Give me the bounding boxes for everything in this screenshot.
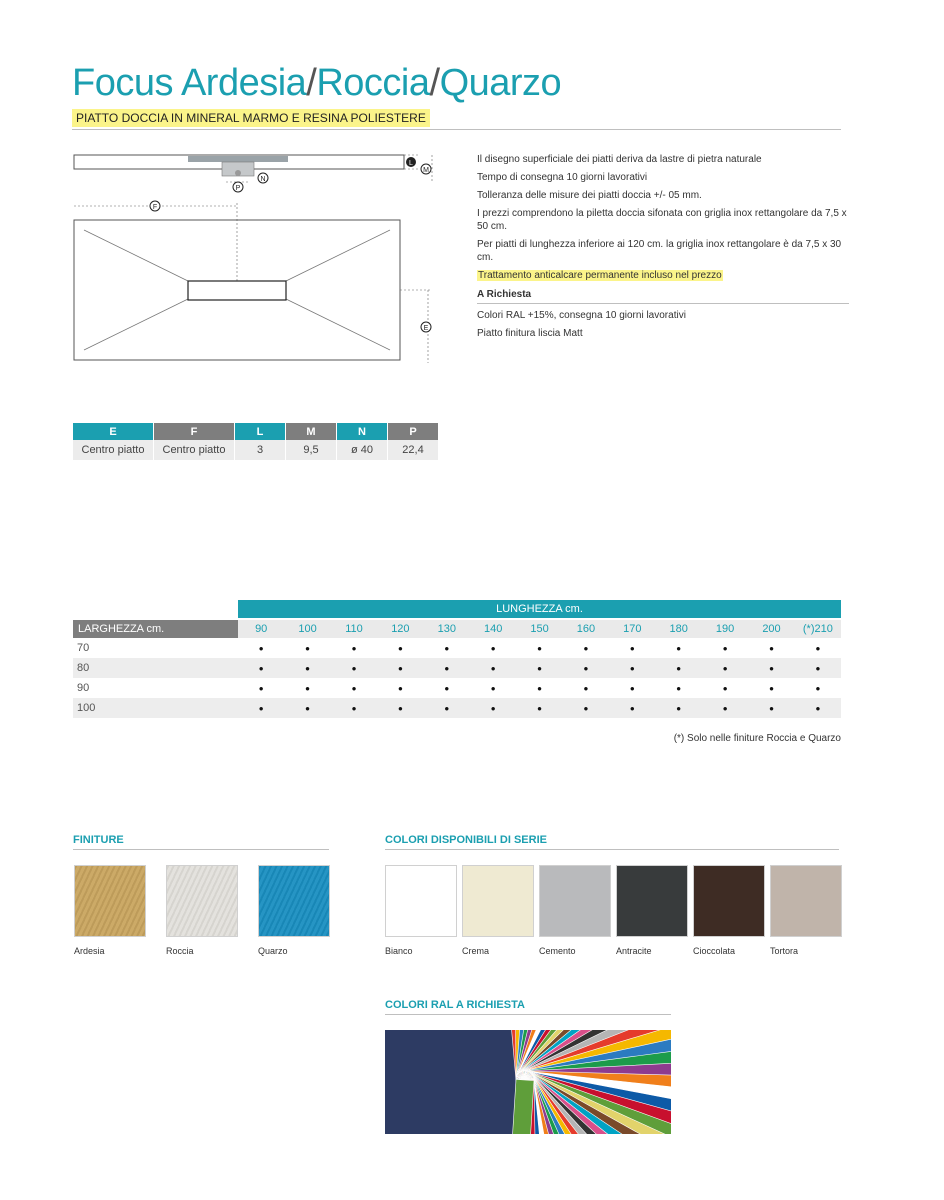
availability-dot: • [444, 640, 450, 656]
label-N: N [260, 176, 266, 183]
availability-dot: • [444, 680, 450, 696]
color-swatch [462, 865, 534, 937]
finiture-title: FINITURE [73, 834, 124, 846]
title-slash: / [429, 62, 440, 104]
product-notes [477, 153, 849, 345]
availability-dot: • [676, 640, 681, 656]
title-part: Focus Ardesia [72, 62, 307, 104]
length-col: 200 [748, 620, 794, 638]
ral-fan-image [385, 1030, 671, 1134]
lunghezza-header: LUNGHEZZA cm. [238, 600, 841, 618]
availability-dot: • [630, 680, 635, 696]
finish-texture [167, 866, 237, 936]
dim-header: M [286, 423, 337, 440]
label-L: L [409, 160, 413, 167]
colori-divider [385, 849, 839, 850]
drain-grate [188, 281, 286, 300]
availability-dot: • [537, 640, 542, 656]
note-line: Tempo di consegna 10 giorni lavorativi [477, 172, 648, 183]
size-row [73, 678, 841, 698]
title-divider [72, 129, 841, 130]
length-col: 90 [238, 620, 284, 638]
availability-dot: • [284, 698, 330, 718]
color-swatch [385, 865, 457, 937]
length-col: 190 [702, 620, 748, 638]
availability-dot: • [470, 698, 516, 718]
availability-dot: • [795, 658, 841, 678]
ral-divider [385, 1014, 671, 1015]
availability-dot: • [424, 658, 470, 678]
finish-label: Ardesia [74, 946, 105, 956]
drain-grid [188, 156, 288, 162]
availability-dot: • [815, 640, 821, 656]
length-col: (*)210 [795, 620, 841, 638]
on-request-line: Colori RAL +15%, consegna 10 giorni lavorativi [477, 310, 686, 321]
availability-dot: • [815, 680, 821, 696]
on-request-title: A Richiesta [477, 289, 532, 300]
availability-dot: • [722, 640, 728, 656]
availability-dot: • [516, 658, 562, 678]
dim-value: 3 [235, 440, 286, 460]
availability-dot: • [238, 658, 284, 678]
note-line: Il disegno superficiale dei piatti deriva da lastre di pietra naturale [477, 154, 762, 165]
availability-dot: • [676, 680, 681, 696]
availability-dot: • [516, 698, 562, 718]
dimensions-table [73, 423, 438, 460]
availability-dot: • [331, 698, 377, 718]
availability-dot: • [470, 658, 516, 678]
dim-header: L [235, 423, 286, 440]
availability-dot: • [563, 698, 609, 718]
availability-dot: • [702, 698, 748, 718]
note-line: Tolleranza delle misure dei piatti doccia +/- 05 mm. [477, 190, 702, 201]
length-col: 110 [331, 620, 377, 638]
availability-dot: • [583, 640, 589, 656]
dim-value: Centro piatto [154, 440, 235, 460]
size-row [73, 698, 841, 718]
availability-dot: • [702, 658, 748, 678]
on-request-divider [477, 303, 849, 304]
width-label: 90 [77, 682, 90, 694]
title-part: Quarzo [439, 62, 562, 104]
dim-header: P [388, 423, 439, 440]
availability-dot: • [490, 640, 496, 656]
label-F: F [152, 204, 158, 211]
larghezza-header: LARGHEZZA cm. [73, 620, 238, 638]
on-request-line: Piatto finitura liscia Matt [477, 328, 583, 339]
length-col: 120 [377, 620, 423, 638]
drain-outlet [235, 170, 241, 176]
length-col: 180 [656, 620, 702, 638]
color-label: Bianco [385, 946, 413, 956]
note-highlight: Trattamento anticalcare permanente incluso nel prezzo [478, 270, 722, 281]
availability-dot: • [563, 658, 609, 678]
label-M: M [423, 167, 429, 174]
availability-dot: • [748, 698, 794, 718]
finish-label: Roccia [166, 946, 194, 956]
dim-value: 9,5 [286, 440, 337, 460]
availability-dot: • [331, 658, 377, 678]
finish-label: Quarzo [258, 946, 288, 956]
dim-value: Centro piatto [73, 440, 154, 460]
length-col: 140 [470, 620, 516, 638]
technical-drawing [60, 145, 445, 375]
finiture-divider [73, 849, 329, 850]
title-slash: / [306, 62, 317, 104]
length-col: 100 [284, 620, 330, 638]
color-swatch [693, 865, 765, 937]
width-label: 100 [73, 698, 238, 718]
title-part: Roccia [316, 62, 430, 104]
availability-dot: • [656, 658, 702, 678]
color-label: Crema [462, 946, 490, 956]
width-label: 80 [73, 658, 238, 678]
color-label: Tortora [770, 946, 799, 956]
label-P: P [235, 185, 241, 192]
length-col: 130 [424, 620, 470, 638]
color-swatch [770, 865, 842, 937]
length-col: 170 [609, 620, 655, 638]
label-E: E [423, 325, 429, 332]
availability-dot: • [424, 698, 470, 718]
availability-dot: • [769, 640, 774, 656]
finish-texture [75, 866, 145, 936]
availability-dot: • [305, 640, 310, 656]
availability-dot: • [630, 640, 635, 656]
sizes-footnote: (*) Solo nelle finiture Roccia e Quarzo [673, 733, 841, 744]
dim-header: F [154, 423, 235, 440]
availability-dot: • [609, 698, 655, 718]
page-title [72, 62, 561, 105]
availability-dot: • [583, 680, 589, 696]
width-label: 70 [77, 642, 90, 654]
availability-dot: • [377, 658, 423, 678]
availability-dot: • [490, 680, 496, 696]
length-col: 150 [516, 620, 562, 638]
availability-dot: • [795, 698, 841, 718]
availability-dot: • [284, 658, 330, 678]
availability-dot: • [769, 680, 774, 696]
note-line: I prezzi comprendono la piletta doccia sifonata con griglia inox rettangolare da 7,5 x 50 cm. [477, 208, 847, 232]
availability-dot: • [537, 680, 542, 696]
colori-title: COLORI DISPONIBILI DI SERIE [385, 834, 547, 846]
availability-dot: • [722, 680, 728, 696]
dim-value: ø 40 [337, 440, 388, 460]
color-swatch [616, 865, 688, 937]
dim-header: N [337, 423, 388, 440]
ral-title: COLORI RAL A RICHIESTA [385, 999, 525, 1011]
color-label: Antracite [616, 946, 652, 956]
availability-dot: • [238, 698, 284, 718]
color-label: Cemento [539, 946, 576, 956]
dim-value: 22,4 [388, 440, 439, 460]
availability-dot: • [351, 680, 357, 696]
length-col: 160 [563, 620, 609, 638]
availability-dot: • [351, 640, 357, 656]
availability-dot: • [398, 640, 403, 656]
availability-dot: • [377, 698, 423, 718]
availability-dot: • [398, 680, 403, 696]
availability-dot: • [609, 658, 655, 678]
availability-dot: • [748, 658, 794, 678]
dim-header: E [73, 423, 154, 440]
sizes-table [73, 620, 841, 718]
note-line: Per piatti di lunghezza inferiore ai 120 cm. la griglia inox rettangolare è da 7,5 x 30 cm. [477, 239, 842, 263]
size-row [73, 658, 841, 678]
size-row [73, 638, 841, 658]
availability-dot: • [258, 640, 264, 656]
availability-dot: • [305, 680, 310, 696]
page-subtitle: PIATTO DOCCIA IN MINERAL MARMO E RESINA POLIESTERE [72, 109, 430, 127]
availability-dot: • [656, 698, 702, 718]
availability-dot: • [258, 680, 264, 696]
finish-texture [259, 866, 329, 936]
color-label: Cioccolata [693, 946, 736, 956]
color-swatch [539, 865, 611, 937]
